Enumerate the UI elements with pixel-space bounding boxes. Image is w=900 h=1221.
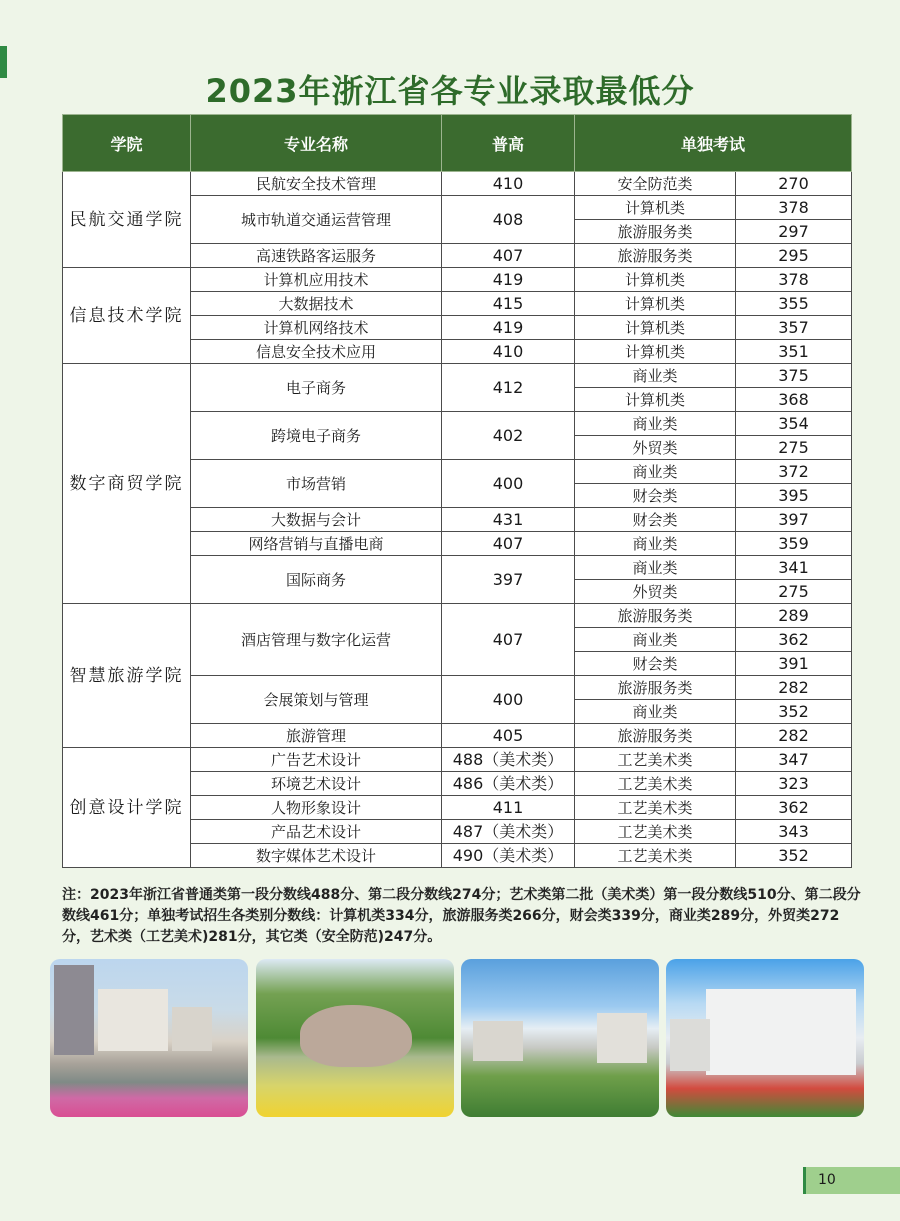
- college-name-cell: 创意设计学院: [63, 748, 191, 868]
- separate-score-cell: 359: [736, 532, 852, 556]
- general-score-cell: 411: [442, 796, 575, 820]
- general-score-cell: 400: [442, 460, 575, 508]
- footnote: 注：2023年浙江省普通类第一段分数线488分、第二段分数线274分；艺术类第二批（美术类）第一段分数线510分、第二段分数线461分；单独考试招生各类别分数线：计算机类334分，旅游服务类266分，财会类339分，商业类289分，外贸类272分，艺术类（工艺美术)281分，其它类（安全防范)247分。: [62, 887, 861, 945]
- page-number-accent: [803, 1167, 806, 1194]
- separate-category-cell: 计算机类: [575, 316, 736, 340]
- separate-category-cell: 商业类: [575, 532, 736, 556]
- separate-category-cell: 工艺美术类: [575, 844, 736, 868]
- separate-category-cell: 工艺美术类: [575, 796, 736, 820]
- major-name-cell: 人物形象设计: [191, 796, 442, 820]
- separate-score-cell: 347: [736, 748, 852, 772]
- separate-score-cell: 351: [736, 340, 852, 364]
- separate-category-cell: 旅游服务类: [575, 220, 736, 244]
- separate-category-cell: 商业类: [575, 460, 736, 484]
- general-score-cell: 407: [442, 532, 575, 556]
- separate-category-cell: 计算机类: [575, 196, 736, 220]
- separate-score-cell: 378: [736, 196, 852, 220]
- major-name-cell: 计算机网络技术: [191, 316, 442, 340]
- major-name-cell: 大数据技术: [191, 292, 442, 316]
- separate-score-cell: 323: [736, 772, 852, 796]
- major-name-cell: 环境艺术设计: [191, 772, 442, 796]
- college-name-cell: 智慧旅游学院: [63, 604, 191, 748]
- separate-category-cell: 计算机类: [575, 292, 736, 316]
- separate-category-cell: 工艺美术类: [575, 820, 736, 844]
- college-name-cell: 信息技术学院: [63, 268, 191, 364]
- separate-category-cell: 商业类: [575, 700, 736, 724]
- general-score-cell: 407: [442, 604, 575, 676]
- separate-score-cell: 372: [736, 460, 852, 484]
- header-separate: 单独考试: [575, 115, 852, 172]
- major-name-cell: 电子商务: [191, 364, 442, 412]
- major-name-cell: 信息安全技术应用: [191, 340, 442, 364]
- major-name-cell: 城市轨道交通运营管理: [191, 196, 442, 244]
- general-score-cell: 488（美术类）: [442, 748, 575, 772]
- major-name-cell: 网络营销与直播电商: [191, 532, 442, 556]
- separate-score-cell: 354: [736, 412, 852, 436]
- major-name-cell: 高速铁路客运服务: [191, 244, 442, 268]
- major-name-cell: 旅游管理: [191, 724, 442, 748]
- separate-score-cell: 378: [736, 268, 852, 292]
- separate-category-cell: 财会类: [575, 484, 736, 508]
- page-title: 2023年浙江省各专业录取最低分: [205, 72, 695, 110]
- separate-score-cell: 275: [736, 580, 852, 604]
- table-body: [63, 172, 852, 868]
- general-score-cell: 487（美术类）: [442, 820, 575, 844]
- separate-score-cell: 282: [736, 724, 852, 748]
- separate-score-cell: 362: [736, 796, 852, 820]
- major-name-cell: 数字媒体艺术设计: [191, 844, 442, 868]
- separate-category-cell: 计算机类: [575, 388, 736, 412]
- campus-photo-aerial-view: [461, 959, 659, 1117]
- general-score-cell: 486（美术类）: [442, 772, 575, 796]
- major-name-cell: 跨境电子商务: [191, 412, 442, 460]
- separate-category-cell: 旅游服务类: [575, 244, 736, 268]
- table-row: [63, 364, 852, 388]
- separate-score-cell: 289: [736, 604, 852, 628]
- general-score-cell: 419: [442, 268, 575, 292]
- separate-score-cell: 352: [736, 700, 852, 724]
- major-name-cell: 国际商务: [191, 556, 442, 604]
- separate-category-cell: 商业类: [575, 556, 736, 580]
- general-score-cell: 402: [442, 412, 575, 460]
- separate-score-cell: 270: [736, 172, 852, 196]
- campus-photo-buildings-crowd: [50, 959, 248, 1117]
- general-score-cell: 412: [442, 364, 575, 412]
- separate-category-cell: 财会类: [575, 652, 736, 676]
- separate-category-cell: 商业类: [575, 628, 736, 652]
- separate-category-cell: 外贸类: [575, 580, 736, 604]
- separate-score-cell: 297: [736, 220, 852, 244]
- header-major: 专业名称: [191, 115, 442, 172]
- major-name-cell: 市场营销: [191, 460, 442, 508]
- college-name-cell: 数字商贸学院: [63, 364, 191, 604]
- admission-score-table: [62, 114, 852, 868]
- major-name-cell: 广告艺术设计: [191, 748, 442, 772]
- major-name-cell: 产品艺术设计: [191, 820, 442, 844]
- separate-category-cell: 商业类: [575, 364, 736, 388]
- separate-score-cell: 397: [736, 508, 852, 532]
- general-score-cell: 408: [442, 196, 575, 244]
- campus-photo-strip: [50, 959, 865, 1117]
- table-row: [63, 172, 852, 196]
- general-score-cell: 410: [442, 172, 575, 196]
- general-score-cell: 405: [442, 724, 575, 748]
- separate-score-cell: 295: [736, 244, 852, 268]
- college-name-cell: 民航交通学院: [63, 172, 191, 268]
- separate-score-cell: 362: [736, 628, 852, 652]
- separate-category-cell: 安全防范类: [575, 172, 736, 196]
- general-score-cell: 400: [442, 676, 575, 724]
- separate-category-cell: 外贸类: [575, 436, 736, 460]
- table-header-row: [63, 115, 852, 172]
- separate-score-cell: 275: [736, 436, 852, 460]
- separate-score-cell: 375: [736, 364, 852, 388]
- general-score-cell: 407: [442, 244, 575, 268]
- page-number: 10: [818, 1172, 836, 1188]
- separate-score-cell: 391: [736, 652, 852, 676]
- general-score-cell: 490（美术类）: [442, 844, 575, 868]
- separate-category-cell: 计算机类: [575, 268, 736, 292]
- separate-category-cell: 旅游服务类: [575, 676, 736, 700]
- general-score-cell: 415: [442, 292, 575, 316]
- separate-category-cell: 工艺美术类: [575, 748, 736, 772]
- major-name-cell: 民航安全技术管理: [191, 172, 442, 196]
- separate-category-cell: 旅游服务类: [575, 724, 736, 748]
- separate-score-cell: 343: [736, 820, 852, 844]
- general-score-cell: 419: [442, 316, 575, 340]
- separate-score-cell: 395: [736, 484, 852, 508]
- table-row: [63, 268, 852, 292]
- table-row: [63, 748, 852, 772]
- general-score-cell: 431: [442, 508, 575, 532]
- separate-score-cell: 282: [736, 676, 852, 700]
- header-general: 普高: [442, 115, 575, 172]
- separate-score-cell: 355: [736, 292, 852, 316]
- major-name-cell: 大数据与会计: [191, 508, 442, 532]
- campus-photo-teaching-building: [666, 959, 864, 1117]
- general-score-cell: 410: [442, 340, 575, 364]
- separate-score-cell: 368: [736, 388, 852, 412]
- general-score-cell: 397: [442, 556, 575, 604]
- separate-score-cell: 341: [736, 556, 852, 580]
- header-college: 学院: [63, 115, 191, 172]
- campus-photo-stone-garden: [256, 959, 454, 1117]
- major-name-cell: 计算机应用技术: [191, 268, 442, 292]
- separate-category-cell: 旅游服务类: [575, 604, 736, 628]
- table-row: [63, 604, 852, 628]
- separate-category-cell: 工艺美术类: [575, 772, 736, 796]
- separate-category-cell: 计算机类: [575, 340, 736, 364]
- separate-score-cell: 352: [736, 844, 852, 868]
- separate-category-cell: 财会类: [575, 508, 736, 532]
- major-name-cell: 酒店管理与数字化运营: [191, 604, 442, 676]
- separate-score-cell: 357: [736, 316, 852, 340]
- major-name-cell: 会展策划与管理: [191, 676, 442, 724]
- separate-category-cell: 商业类: [575, 412, 736, 436]
